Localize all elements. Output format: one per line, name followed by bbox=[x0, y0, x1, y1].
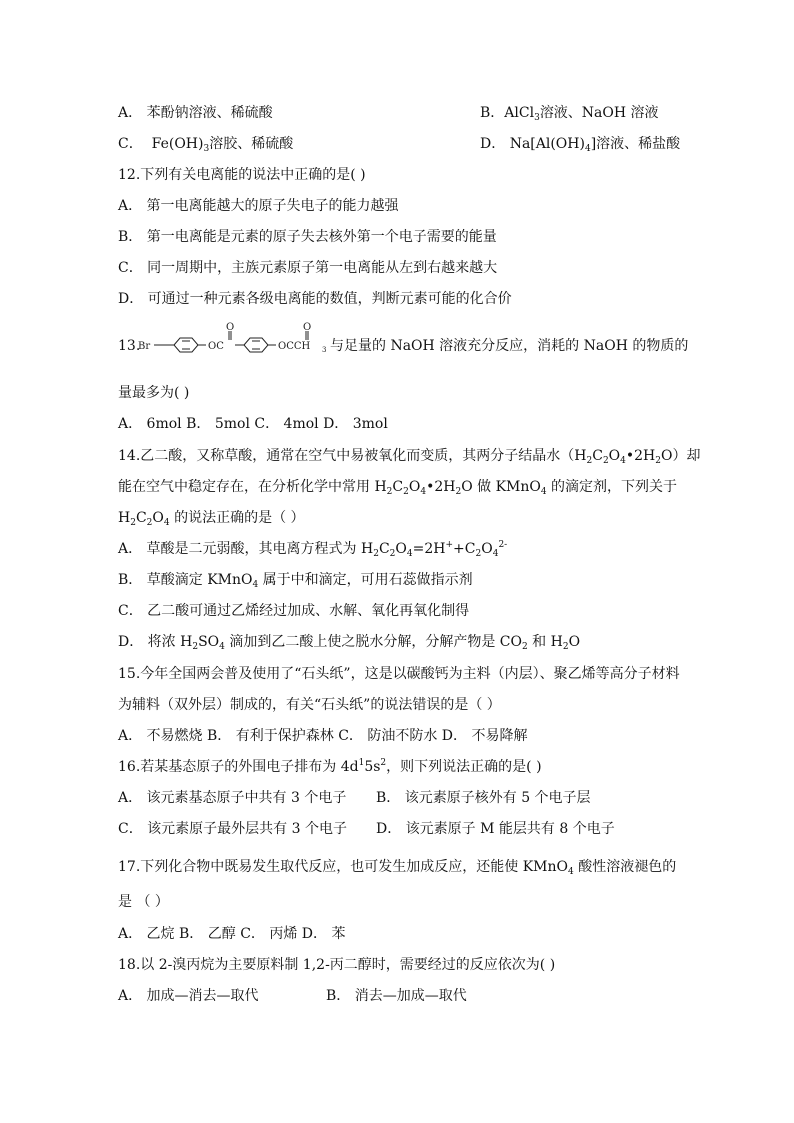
carbonyl-o-2: O bbox=[303, 322, 312, 333]
q12-stem: 12.下列有关电离能的说法中正确的是( ) bbox=[118, 167, 366, 183]
q14-option-c: C． 乙二酸可通过乙烯经过加成、水解、氧化再氧化制得 bbox=[118, 603, 470, 619]
q14-stem-line3: $H_2C_2O_4$ 的说法正确的是（ ） bbox=[118, 510, 305, 528]
q18-stem: 18.以 2-溴丙烷为主要原料制 1,2-丙二醇时，需要经过的反应依次为( ) bbox=[118, 957, 556, 973]
q14-stem-line1: 14.乙二酸，又称草酸，通常在空气中易被氧化而变质，其两分子结晶水$(H_2C_2O_4•2H_2O)$却 bbox=[118, 448, 701, 466]
q18-option-a: A． 加成—消去—取代 bbox=[118, 988, 259, 1004]
carbonyl-o-1: O bbox=[226, 322, 235, 333]
q12-option-c: C． 同一周期中，主族元素原子第一电离能从左到右越来越大 bbox=[118, 260, 498, 276]
q13-stem: 与足量的 NaOH 溶液充分反应，消耗的 NaOH 的物质的 bbox=[330, 338, 689, 354]
q11-option-c: C． $Fe(OH)_3$溶胶、稀硫酸 bbox=[118, 136, 294, 154]
q16-option-d: D． 该元素原子 M 能层共有 8 个电子 bbox=[376, 821, 615, 837]
q14-option-a: A． 草酸是二元弱酸，其电离方程式为 $H_2C_2O_4=2H^++C_2O_4^{2-}$ bbox=[118, 540, 508, 559]
q11-options-row2 bbox=[118, 134, 681, 154]
benzene-ring-1 bbox=[174, 338, 198, 352]
q14-stem-line2: 能在空气中稳定存在，在分析化学中常用 $H_2C_2O_4•2H_2O$ 做 KMnO$_4$ 的滴定剂，下列关于 bbox=[118, 479, 678, 497]
ch3-subscript: 3 bbox=[322, 346, 327, 354]
q16-options-row2 bbox=[118, 819, 615, 839]
q12-option-b: B． 第一电离能是元素的原子失去核外第一个电子需要的能量 bbox=[118, 229, 497, 245]
q12-option-a: A． 第一电离能越大的原子失电子的能力越强 bbox=[118, 198, 399, 214]
br-label: Br bbox=[138, 341, 151, 352]
q11-option-d: D． $Na[Al(OH)_4]$溶液、稀盐酸 bbox=[480, 136, 681, 154]
q15-stem-line1: 15.今年全国两会普及使用了“石头纸”，这是以碳酸钙为主料（内层）、聚乙烯等高分子材料 bbox=[118, 666, 680, 682]
q11-options-row1 bbox=[118, 103, 659, 123]
q13-molecule-structure bbox=[136, 322, 332, 370]
q11-option-b: B．AlCl$_3$溶液、NaOH 溶液 bbox=[480, 105, 659, 123]
q15-stem-line2: 为辅料（双外层）制成的，有关“石头纸”的说法错误的是（ ） bbox=[118, 697, 501, 713]
q16-option-a: A． 该元素基态原子中共有 3 个电子 bbox=[118, 790, 347, 806]
q13-stem-line2: 量最多为( ) bbox=[118, 385, 190, 401]
q16-stem: 16.若某基态原子的外围电子排布为 $4d^15s^2$，则下列说法正确的是( ) bbox=[118, 758, 542, 775]
q16-option-b: B． 该元素原子核外有 5 个电子层 bbox=[376, 790, 591, 806]
q12-option-d: D． 可通过一种元素各级电离能的数值，判断元素可能的化合价 bbox=[118, 291, 512, 307]
q13-number: 13. bbox=[118, 338, 141, 354]
benzene-ring-2 bbox=[244, 338, 268, 352]
q18-options bbox=[118, 986, 467, 1006]
q17-stem-line2: 是 （ ） bbox=[118, 894, 169, 910]
q17-stem-line1: 17.下列化合物中既易发生取代反应，也可发生加成反应，还能使 KMnO$_4$ 酸性溶液褪色的 bbox=[118, 859, 677, 877]
q16-options-row1 bbox=[118, 788, 591, 808]
q11-option-a: 苯酚钠溶液、稀硫酸 bbox=[146, 105, 273, 121]
q15-options: A． 不易燃烧 B． 有利于保护森林 C． 防油不防水 D． 不易降解 bbox=[118, 728, 528, 744]
q11-option-a-label: A． bbox=[118, 105, 143, 121]
oc-label-1: OC bbox=[208, 341, 224, 352]
q18-option-b: B． 消去—加成—取代 bbox=[326, 988, 467, 1004]
q16-option-c: C． 该元素原子最外层共有 3 个电子 bbox=[118, 821, 347, 837]
q13-options: A． 6mol B． 5mol C． 4mol D． 3mol bbox=[118, 416, 388, 432]
q14-option-b: B． 草酸滴定 KMnO$_4$ 属于中和滴定，可用石蕊做指示剂 bbox=[118, 572, 473, 590]
occh-label: OCCH bbox=[278, 341, 311, 352]
q14-option-d: D． 将浓 $H_2SO_4$ 滴加到乙二酸上使之脱水分解，分解产物是 $CO_2$ 和 $H_2O$ bbox=[118, 634, 581, 652]
q17-options: A． 乙烷 B． 乙醇 C． 丙烯 D． 苯 bbox=[118, 926, 346, 942]
